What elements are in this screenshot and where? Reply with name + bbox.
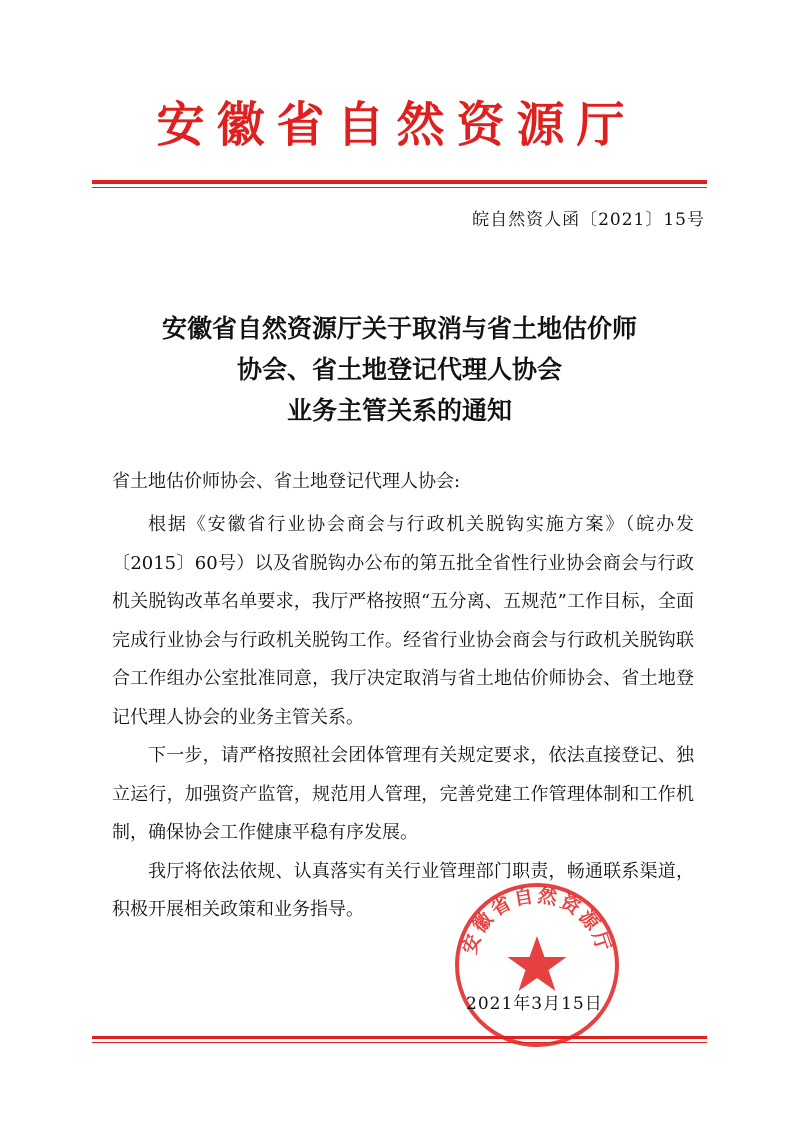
footer-rule-thick bbox=[92, 1036, 707, 1039]
body-text bbox=[112, 506, 694, 930]
footer-rule-thin bbox=[92, 1042, 707, 1043]
paragraph-2: 下一步，请严格按照社会团体管理有关规定要求，依法直接登记、独立运行，加强资产监管，规范用人管理，完善党建工作管理体制和工作机制，确保协会工作健康平稳有序发展。 bbox=[112, 745, 694, 843]
svg-text:安徽省自然资源厅: 安徽省自然资源厅 bbox=[458, 884, 616, 957]
paragraph-1: 根据《安徽省行业协会商会与行政机关脱钩实施方案》（皖办发〔2015〕60号）以及省脱钩办公布的第五批全省性行业协会商会与行政机关脱钩改革名单要求，我厅严格按照“五分离、五规范”工作目标，全面完成行业协会与行政机关脱钩工作。经省行业协会商会与行政机关脱钩联合工作组办公室批准同意，我厅决定取消与省土地估价师协会、省土地登记代理人协会的业务主管关系。 bbox=[112, 514, 694, 728]
signature-date: 2021年3月15日 bbox=[466, 994, 603, 1014]
title-line-1: 安徽省自然资源厅关于取消与省土地估价师 bbox=[161, 314, 637, 343]
document-title bbox=[92, 308, 707, 431]
org-header: 安徽省自然资源厅 bbox=[156, 97, 637, 153]
title-line-3: 业务主管关系的通知 bbox=[286, 396, 512, 425]
paragraph-3: 我厅将依法依规、认真落实有关行业管理部门职责，畅通联系渠道，积极开展相关政策和业务指导。 bbox=[112, 860, 694, 920]
salutation: 省土地估价师协会、省土地登记代理人协会: bbox=[112, 471, 461, 492]
official-seal-icon bbox=[452, 880, 622, 1050]
document-number: 皖自然资人函〔2021〕15号 bbox=[472, 210, 705, 230]
title-line-2: 协会、省土地登记代理人协会 bbox=[236, 355, 562, 384]
header-rule-thick bbox=[92, 180, 707, 184]
header-rule-thin bbox=[92, 187, 707, 188]
